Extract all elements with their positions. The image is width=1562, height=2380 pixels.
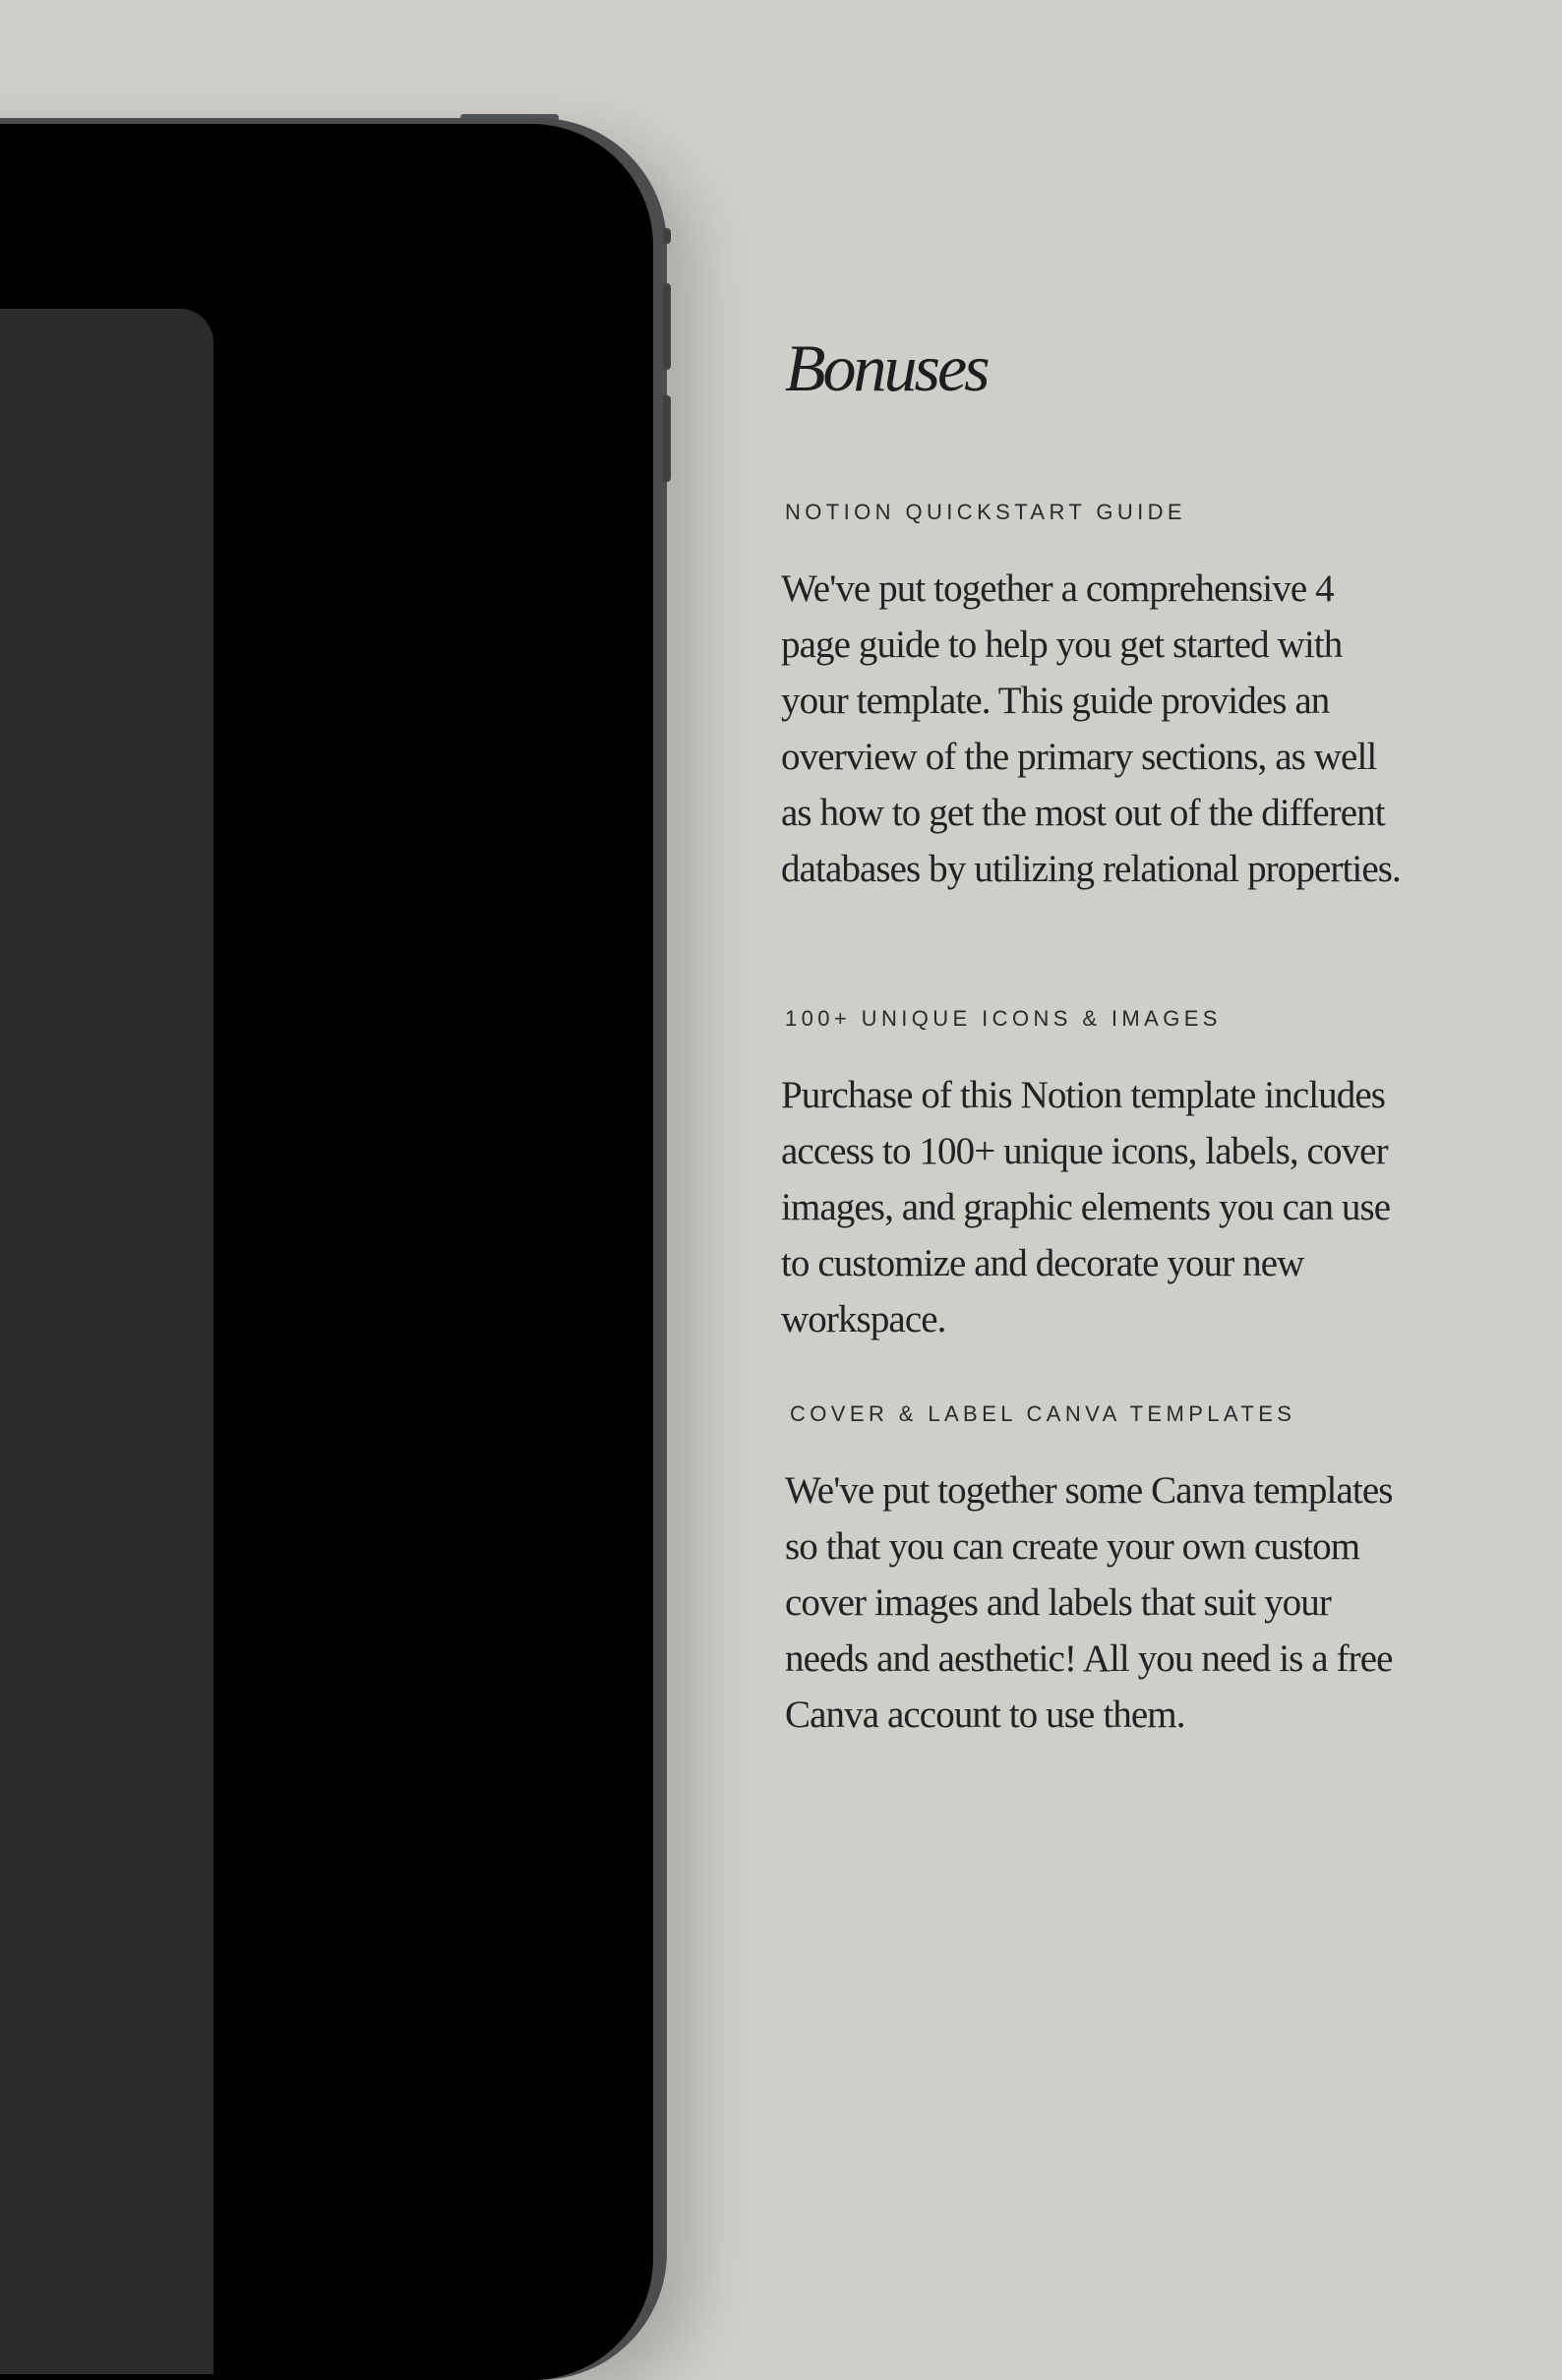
- tablet-screen: [0, 309, 213, 2374]
- tablet-volume-down-button: [663, 395, 671, 482]
- screen-text-labels: [0, 1535, 163, 1561]
- tablet-frame: [0, 118, 667, 2380]
- section-label-quickstart: NOTION QUICKSTART GUIDE: [785, 500, 1187, 524]
- section-body-canva: We've put together some Canva templates so that you can create your own custom cover images and labels that suit your needs and aesthetic! All you need is a free Canva account to use them.: [785, 1469, 1393, 1736]
- screen-text-icons: [0, 1445, 163, 1470]
- section-label-icons: 100+ UNIQUE ICONS & IMAGES: [785, 1006, 1222, 1031]
- section-label-canva: COVER & LABEL CANVA TEMPLATES: [790, 1401, 1296, 1426]
- screen-text-reach-out: [0, 1822, 163, 1848]
- screen-text-connect: [0, 1776, 163, 1802]
- screen-text-tools: [0, 1730, 163, 1755]
- tablet-side-button-small: [663, 228, 671, 244]
- screen-link-row: [0, 1581, 163, 1607]
- tablet-bezel: [0, 124, 653, 2380]
- bonuses-title: Bonuses: [785, 330, 988, 405]
- tablet-volume-up-button: [663, 283, 671, 370]
- section-body-icons: Purchase of this Notion template includes access to 100+ unique icons, labels, cover images, and graphic elements you can use to customize and decorate your new workspace.: [781, 1074, 1391, 1340]
- section-body-quickstart: We've put together a comprehensive 4 page guide to help you get started with your template. This guide provides an overview of the primary sections, as well as how to get the most out of the different databases by utilizing relational properties.: [781, 567, 1401, 890]
